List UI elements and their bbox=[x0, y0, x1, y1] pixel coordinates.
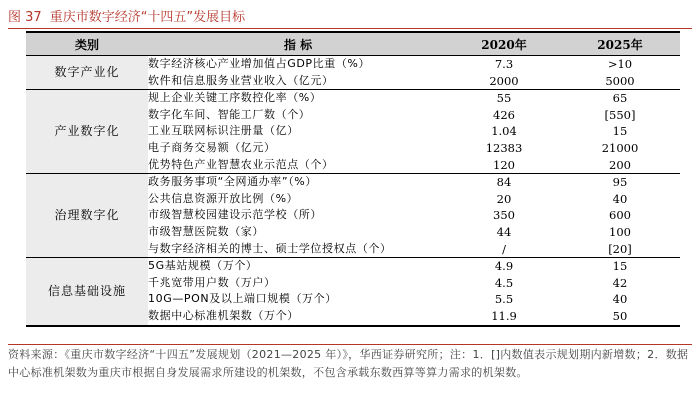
value-2025-cell: 15 bbox=[612, 259, 628, 274]
category-cell: 数字产业化 bbox=[26, 56, 148, 90]
value-2025-cell: 600 bbox=[609, 208, 631, 223]
value-2020-cell: 4.9 bbox=[494, 259, 514, 274]
value-2020-cell: 44 bbox=[496, 224, 512, 239]
table-body bbox=[26, 56, 680, 326]
table-row bbox=[26, 56, 680, 73]
value-2025-cell: 200 bbox=[560, 157, 680, 174]
indicator-cell: 千兆宽带用户数（万户） bbox=[148, 275, 276, 289]
indicator-cell: 软件和信息服务业营业收入（亿元） bbox=[148, 73, 448, 90]
header-2025: 2025年 bbox=[560, 32, 680, 56]
header-indicator: 指 标 bbox=[148, 32, 448, 56]
title-rule bbox=[8, 28, 692, 29]
value-2025-cell: >10 bbox=[607, 57, 633, 71]
value-2025-cell: 100 bbox=[609, 224, 631, 239]
value-2020-cell: 5.5 bbox=[494, 292, 514, 307]
value-2020-cell: / bbox=[448, 241, 560, 258]
value-2020-cell: 11.9 bbox=[448, 308, 560, 326]
table-row bbox=[26, 90, 680, 107]
indicator-cell: 10G—PON及以上端口规模（万个） bbox=[148, 292, 337, 306]
value-2025-cell: 40 bbox=[612, 191, 628, 206]
indicator-cell: 与数字经济相关的博士、硕士学位授权点（个） bbox=[148, 241, 448, 258]
indicator-cell: 数字经济核心产业增加值占GDP比重（%） bbox=[148, 57, 371, 70]
value-2025-cell: 21000 bbox=[601, 140, 639, 155]
category-cell: 治理数字化 bbox=[26, 174, 148, 258]
value-2025-cell: 95 bbox=[612, 175, 628, 190]
value-2025-cell: [550] bbox=[604, 107, 636, 122]
value-2020-cell: 55 bbox=[496, 91, 512, 106]
value-2020-cell: 350 bbox=[493, 208, 515, 223]
figure-number: 图 37 bbox=[8, 9, 42, 25]
category-cell: 产业数字化 bbox=[26, 90, 148, 174]
indicator-cell: 市级智慧医院数（家） bbox=[148, 224, 264, 238]
value-2025-cell: 15 bbox=[612, 124, 628, 139]
figure-title-text: 重庆市数字经济“十四五”发展目标 bbox=[49, 9, 246, 25]
header-category: 类别 bbox=[26, 32, 148, 56]
value-2025-cell: 40 bbox=[612, 292, 628, 307]
value-2020-cell: 120 bbox=[448, 157, 560, 174]
source-note: 资料来源：《重庆市数字经济“十四五”发展规划（2021—2025 年）》，华西证券研究所；注：1．[]内数值表示规划期内新增数；2．数据中心标准机架数为重庆市根据自身发展需求所建设的机架数，不包含承载东数西算等算力需求的机架数。 bbox=[8, 348, 689, 379]
value-2025-cell: 5000 bbox=[560, 73, 680, 90]
indicator-cell: 规上企业关键工序数控化率（%） bbox=[148, 91, 322, 105]
value-2020-cell: 7.3 bbox=[494, 57, 514, 71]
table-header-row bbox=[26, 32, 680, 56]
value-2020-cell: 4.5 bbox=[494, 275, 514, 290]
value-2020-cell: 1.04 bbox=[491, 124, 517, 139]
value-2025-cell: 65 bbox=[612, 91, 628, 106]
value-2020-cell: 2000 bbox=[448, 73, 560, 90]
indicator-cell: 数字化车间、智能工厂数（个） bbox=[148, 107, 311, 121]
table-row bbox=[26, 258, 680, 275]
indicator-cell: 市级智慧校园建设示范学校（所） bbox=[148, 208, 322, 222]
category-cell: 信息基础设施 bbox=[26, 258, 148, 326]
table-row bbox=[26, 174, 680, 191]
indicator-cell: 公共信息资源开放比例（%） bbox=[148, 191, 299, 205]
indicator-cell: 政务服务事项“全网通办率”（%） bbox=[148, 175, 317, 189]
indicator-cell: 数据中心标准机架数（万个） bbox=[148, 308, 448, 326]
value-2020-cell: 12383 bbox=[485, 140, 523, 155]
indicator-cell: 优势特色产业智慧农业示范点（个） bbox=[148, 157, 448, 174]
indicator-cell: 5G基站规模（万个） bbox=[148, 259, 258, 273]
value-2020-cell: 426 bbox=[493, 107, 515, 122]
value-2020-cell: 20 bbox=[496, 191, 512, 206]
header-2020: 2020年 bbox=[448, 32, 560, 56]
source-rule bbox=[8, 344, 692, 345]
goals-table bbox=[26, 31, 680, 327]
indicator-cell: 工业互联网标识注册量（亿） bbox=[148, 124, 299, 138]
figure-title bbox=[8, 4, 245, 26]
value-2025-cell: 42 bbox=[612, 275, 628, 290]
value-2020-cell: 84 bbox=[496, 175, 512, 190]
value-2025-cell: [20] bbox=[560, 241, 680, 258]
value-2025-cell: 50 bbox=[560, 308, 680, 326]
indicator-cell: 电子商务交易额（亿元） bbox=[148, 140, 276, 154]
